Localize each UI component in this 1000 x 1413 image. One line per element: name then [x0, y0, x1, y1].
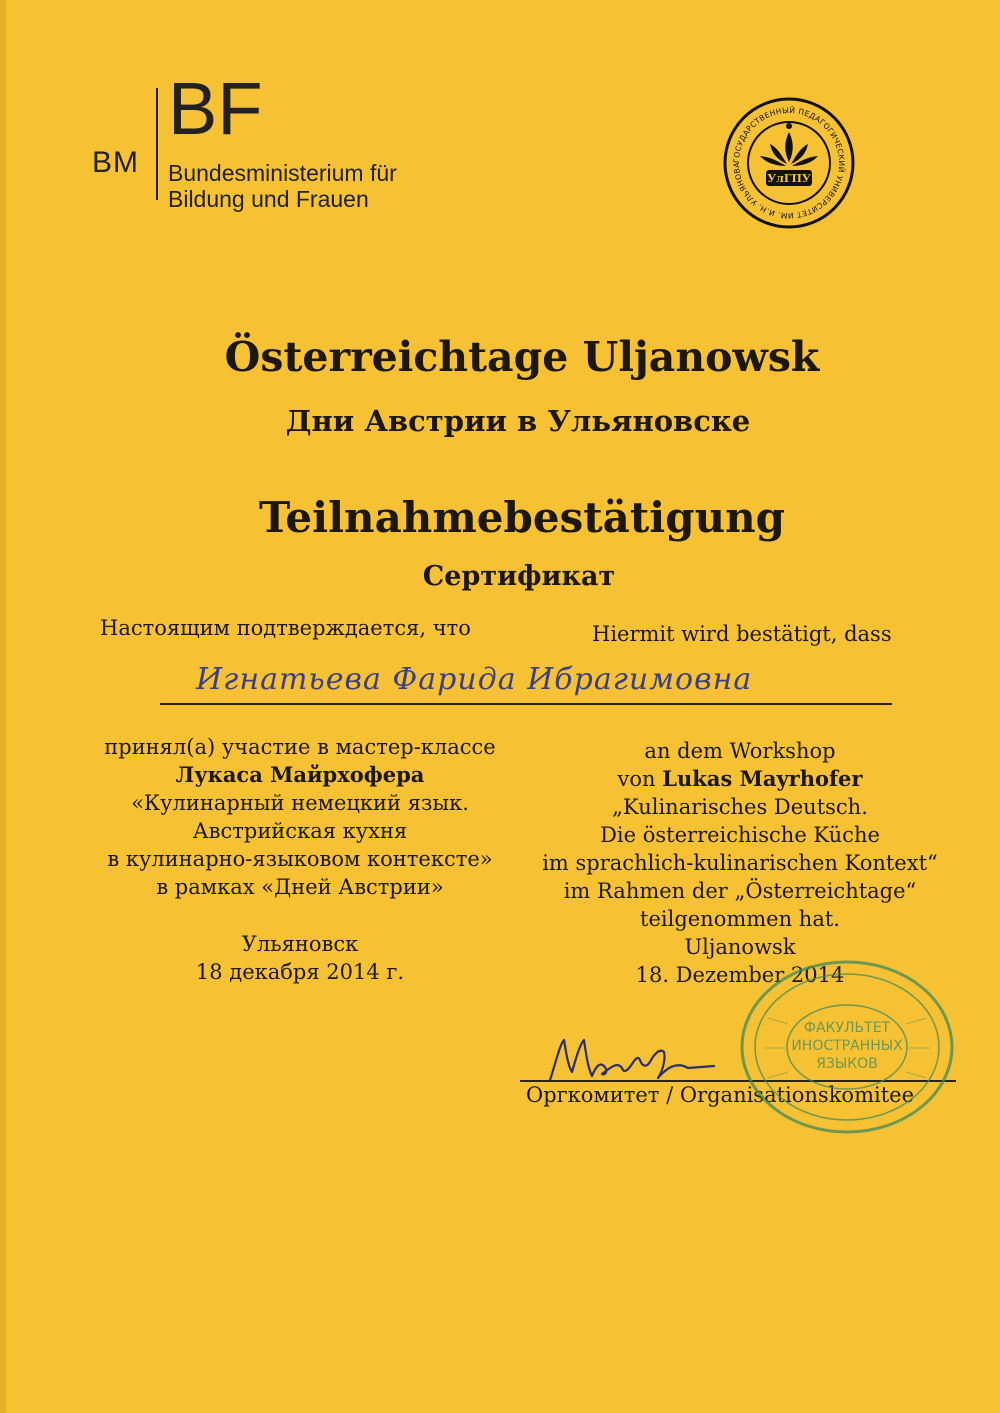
event-title-ru: Дни Австрии в Ульяновске: [285, 404, 751, 438]
seal-abbreviation: УлГПУ: [767, 172, 811, 185]
stamp-line-3: ЯЗЫКОВ: [816, 1056, 878, 1072]
bmbf-logo: [92, 67, 452, 222]
ministry-name: [168, 160, 397, 212]
logo-divider: [156, 88, 158, 200]
seal-ring-text: ГОСУДАРСТВЕННЫЙ ПЕДАГОГИЧЕСКИЙ УНИВЕРСИТЕТ ИМ. И.Н. УЛЬЯНОВА: [731, 105, 847, 221]
body-column-de: [500, 737, 980, 989]
ru-presenter-name: Лукаса Майрхофера: [175, 762, 425, 787]
ru-line-4: Австрийская кухня: [192, 819, 408, 843]
event-title-de: Österreichtage Uljanowsk: [224, 333, 820, 381]
ministry-line-2: Bildung und Frauen: [168, 186, 369, 212]
de-line-4: Die österreichische Küche: [600, 823, 880, 847]
de-city: Uljanowsk: [684, 935, 796, 959]
de-line-5: im sprachlich-kulinarischen Kontext“: [542, 851, 938, 875]
document-title-de: Teilnahmebestätigung: [258, 493, 786, 542]
ru-line-1: принял(а) участие в мастер-классе: [104, 735, 496, 759]
lead-text-de: Hiermit wird bestätigt, dass: [592, 622, 892, 646]
ru-date: 18 декабря 2014 г.: [195, 960, 405, 984]
stamp-line-1: ФАКУЛЬТЕТ: [803, 1020, 891, 1036]
signature-label: Оргкомитет / Organisationskomitee: [526, 1083, 914, 1107]
bf-letters: BF: [168, 67, 263, 150]
name-underline: [160, 703, 892, 705]
paper-edge: [0, 0, 6, 1413]
lead-text-ru: Настоящим подтверждается, что: [100, 616, 471, 640]
stamp-line-2: ИНОСТРАННЫХ: [791, 1038, 903, 1054]
bm-letters: BM: [92, 146, 139, 179]
de-line-2-prefix: von: [617, 767, 663, 791]
de-line-1: an dem Workshop: [644, 739, 836, 763]
university-seal-icon: [722, 96, 856, 230]
de-line-7: teilgenommen hat.: [640, 907, 840, 931]
de-line-2: [500, 765, 980, 793]
ministry-line-1: Bundesministerium für: [168, 160, 397, 186]
de-line-6: im Rahmen der „Österreichtage“: [563, 879, 917, 903]
document-title-ru: Сертификат: [422, 561, 616, 592]
ru-spacer: [60, 901, 540, 930]
faculty-stamp-icon: [738, 958, 956, 1136]
ru-city: Ульяновск: [241, 932, 359, 956]
participant-name-handwritten: Игнатьева Фарида Ибрагимовна: [196, 662, 753, 697]
ru-line-5: в кулинарно-языковом контексте»: [107, 847, 493, 871]
de-date: 18. Dezember 2014: [635, 963, 845, 987]
de-presenter-name: Lukas Mayrhofer: [662, 766, 863, 791]
ru-line-6: в рамках «Дней Австрии»: [156, 875, 444, 899]
ru-line-3: «Кулинарный немецкий язык.: [131, 791, 469, 815]
de-line-3: „Kulinarisches Deutsch.: [612, 795, 868, 819]
body-column-ru: [60, 733, 540, 986]
